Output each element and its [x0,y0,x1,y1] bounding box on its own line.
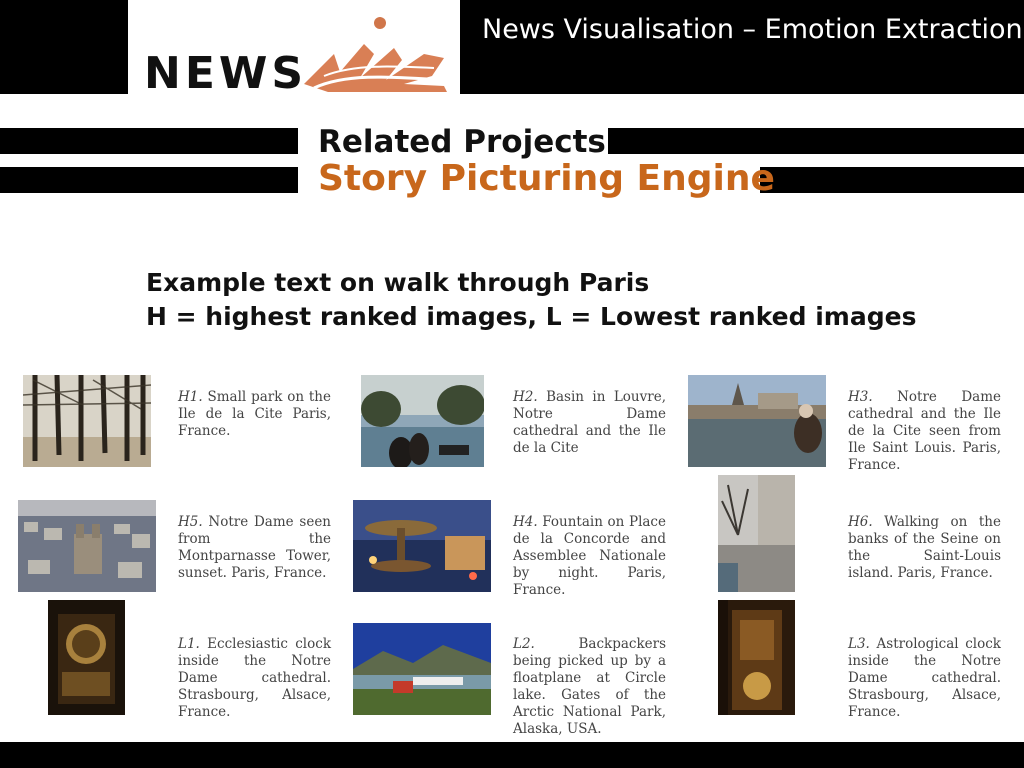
result-code: H6. [848,514,873,530]
section-bar [0,167,298,193]
result-caption-text: Walking on the banks of the Seine on the Saint-Louis island. Paris, France. [848,514,1001,581]
viz-logo-icon [294,14,454,92]
section-bar [0,128,298,154]
result-code: L3. [848,636,870,652]
result-caption-text: Astrological clock inside the Notre Dame cathedral. Strasbourg, Alsace, France. [848,636,1001,720]
result-caption-text: Ecclesiastic clock inside the Notre Dame cathedral. Strasbourg, Alsace, France. [178,636,331,720]
project-title: Story Picturing Engine [318,158,775,199]
result-code: H4. [513,514,538,530]
logo-wordmark: NEWS [144,48,308,99]
result-code: H5. [178,514,203,530]
result-caption [178,514,331,582]
related-projects-heading: Related Projects [318,124,606,160]
result-code: H3. [848,389,873,405]
louvre-basin-photo [361,375,484,467]
newsviz-logo [128,0,460,99]
intro-text [146,266,916,334]
result-caption [848,514,1001,582]
result-caption [513,636,666,738]
result-caption-text: Fountain on Place de la Concorde and Assemblee Nationale by night. Paris, France. [513,514,666,598]
intro-line: Example text on walk through Paris [146,268,650,297]
footer-bar [0,742,1024,768]
slide-title: News Visualisation – Emotion Extraction [482,14,1023,45]
result-caption [848,389,1001,474]
section-bar [760,167,1024,193]
header-bar [0,0,1024,99]
result-caption [513,514,666,599]
intro-line: H = highest ranked images, L = Lowest ranked images [146,302,917,331]
result-caption-text: Notre Dame seen from the Montparnasse Tower, sunset. Paris, France. [178,514,332,581]
paris-aerial-photo [18,500,156,592]
result-caption [848,636,1001,721]
result-caption [178,389,331,440]
section-bar [608,128,1024,154]
ecclesiastic-clock-photo [48,600,125,715]
result-code: L2. [513,636,535,652]
result-caption [513,389,666,457]
result-code: L1. [178,636,200,652]
result-caption-text: Notre Dame cathedral and the Ile de la Cite seen from Ile Saint Louis. Paris, France. [848,389,1001,473]
result-code: H1. [178,389,203,405]
result-caption [178,636,331,721]
notre-dame-river-photo [688,375,826,467]
result-caption-text: Backpackers being picked up by a floatplane at Circle lake. Gates of the Arctic National Park, Alaska, USA. [513,636,666,737]
floatplane-lake-photo [353,623,491,715]
result-caption-text: Basin in Louvre, Notre Dame cathedral and the Ile de la Cite [513,389,666,456]
park-trees-photo [23,375,151,467]
result-code: H2. [513,389,538,405]
astrological-clock-photo [718,600,795,715]
seine-bank-photo [718,475,795,592]
result-caption-text: Small park on the Ile de la Cite Paris, France. [178,389,331,439]
concorde-fountain-photo [353,500,491,592]
